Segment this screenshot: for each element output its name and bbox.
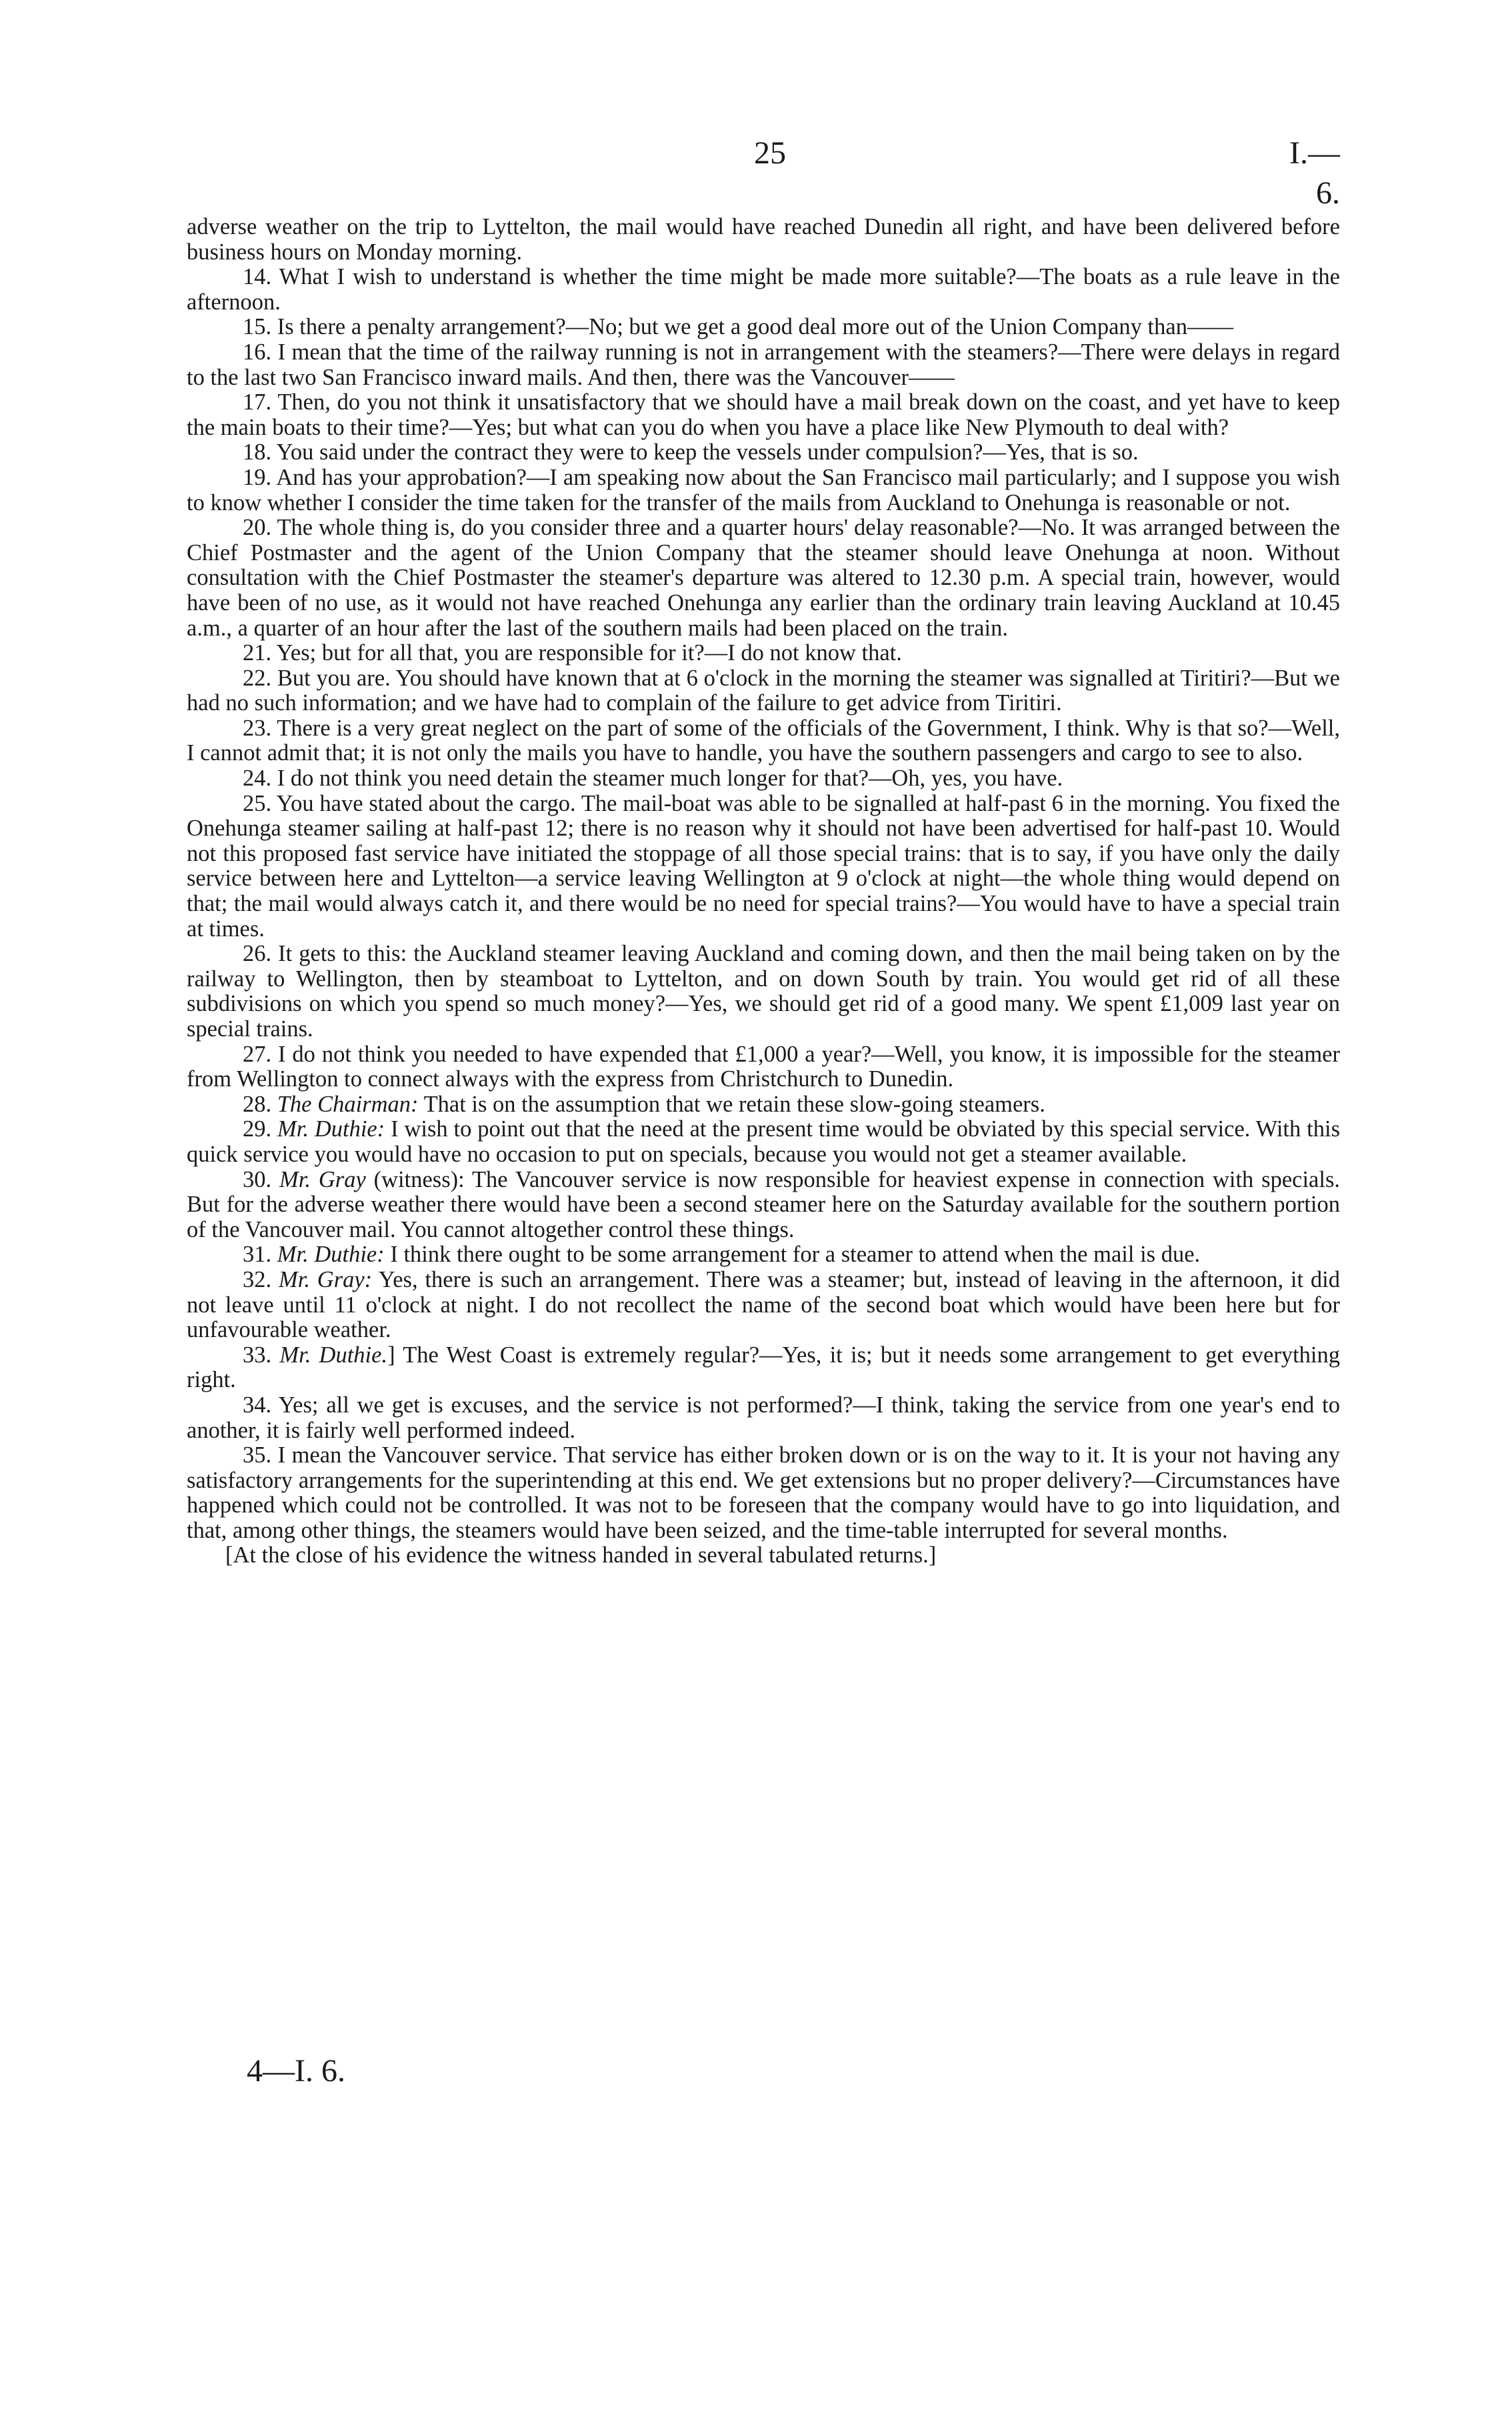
statement-text: Yes, there is such an arrangement. There was a steamer; but, instead of leaving in the afternoon, it did not leave until 11 o'clock at night. I do not recollect the name of the second boat which would have been here but for unfavourable weather. — [187, 1266, 1341, 1343]
speaker-name: Mr. Duthie: — [277, 1242, 385, 1268]
paragraph-number: 29. — [243, 1116, 277, 1142]
statement-30 — [187, 1168, 1340, 1243]
paragraph-number: 33. — [243, 1342, 280, 1368]
series-reference: I.—6. — [1289, 135, 1340, 211]
speaker-name: Mr. Duthie: — [277, 1116, 385, 1142]
question-15: 15. Is there a penalty arrangement?—No; but we get a good deal more out of the Union Company than—— — [243, 314, 1233, 340]
question-24: 24. I do not think you need detain the steamer much longer for that?—Oh, yes, you have. — [243, 766, 1063, 792]
question-19: 19. And has your approbation?—I am speaking now about the San Francisco mail particularly; and I suppose you wish to know whether I consider the time taken for the transfer of the mails from Auckland to Onehunga is reasonable or not. — [187, 464, 1340, 515]
statement-31 — [187, 1242, 1340, 1268]
statement-text: (witness): The Vancouver service is now responsible for heaviest expense in connection with specials. But for the adverse weather there would have been a second steamer here on the Saturday available for the southern portion of the Vancouver mail. You cannot altogether control these things. — [187, 1166, 1341, 1242]
statement-32 — [187, 1268, 1340, 1343]
paragraph-number: 32. — [243, 1266, 279, 1292]
question-27: 27. I do not think you needed to have expended that £1,000 a year?—Well, you know, it is impossible for the steamer from Wellington to connect always with the express from Christchurch to Dunedin. — [187, 1041, 1340, 1092]
statement-28 — [187, 1092, 1340, 1118]
question-17: 17. Then, do you not think it unsatisfactory that we should have a mail break down on the coast, and yet have to keep the main boats to their time?—Yes; but what can you do when you have a place like New Plymouth to deal with? — [187, 389, 1340, 440]
statement-29 — [187, 1117, 1340, 1167]
statement-text: I think there ought to be some arrangement for a steamer to attend when the mail is due. — [384, 1242, 1201, 1268]
signature-mark: 4—I. 6. — [247, 2053, 345, 2089]
statement-33 — [187, 1343, 1340, 1393]
question-23: 23. There is a very great neglect on the part of some of the officials of the Government, I think. Why is that so?—Well, I cannot admit that; it is not only the mails you have to handle, you have the southern passengers and cargo to see to also. — [187, 715, 1340, 766]
page-number: 25 — [754, 135, 786, 171]
question-21: 21. Yes; but for all that, you are responsible for it?—I do not know that. — [243, 640, 902, 666]
question-16: 16. I mean that the time of the railway running is not in arrangement with the steamers?—There were delays in regard to the last two San Francisco inward mails. And then, there was the Vancouver—— — [187, 339, 1340, 390]
question-20: 20. The whole thing is, do you consider three and a quarter hours' delay reasonable?—No. It was arranged between the Chief Postmaster and the agent of the Union Company that the steamer should leave Onehunga at noon. Without consultation with the Chief Postmaster the steamer's departure was altered to 12.30 p.m. A special train, however, would have been of no use, as it would not have reached Onehunga any earlier than the ordinary train leaving Auckland at 10.45 a.m., a quarter of an hour after the last of the southern mails had been placed on the train. — [187, 515, 1340, 641]
speaker-name: Mr. Gray — [279, 1166, 366, 1192]
statement-text: I wish to point out that the need at the present time would be obviated by this special service. With this quick service you would have no occasion to put on specials, because you would not get a steamer available. — [187, 1116, 1340, 1167]
question-18: 18. You said under the contract they were to keep the vessels under compulsion?—Yes, that is so. — [243, 439, 1139, 465]
speaker-name: The Chairman: — [277, 1091, 419, 1117]
paragraph-continuation: adverse weather on the trip to Lyttelton, the mail would have reached Dunedin all right, and have been delivered before business hours on Monday morning. — [187, 214, 1340, 265]
closing-note: [At the close of his evidence the witness handed in several tabulated returns.] — [225, 1542, 937, 1568]
question-14: 14. What I wish to understand is whether the time might be made more suitable?—The boats as a rule leave in the afternoon. — [187, 264, 1340, 315]
question-35: 35. I mean the Vancouver service. That service has either broken down or is on the way to it. It is your not having any satisfactory arrangements for the superintending at this end. We get extensions but no proper delivery?—Circumstances have happened which could not be controlled. It was not to be foreseen that the company would have to go into liquidation, and that, among other things, the steamers would have been seized, and the time-table interrupted for several months. — [187, 1442, 1340, 1543]
paragraph-number: 30. — [243, 1166, 280, 1192]
evidence-body — [187, 215, 1340, 1568]
statement-text: That is on the assumption that we retain these slow-going steamers. — [418, 1091, 1045, 1117]
speaker-name: Mr. Duthie. — [279, 1342, 388, 1368]
question-34: 34. Yes; all we get is excuses, and the service is not performed?—I think, taking the service from one year's end to another, it is fairly well performed indeed. — [187, 1392, 1340, 1443]
speaker-name: Mr. Gray: — [278, 1266, 373, 1292]
question-25: 25. You have stated about the cargo. The mail-boat was able to be signalled at half-past 6 in the morning. You fixed the Onehunga steamer sailing at half-past 12; there is no reason why it should not have been advertised for half-past 10. Would not this proposed fast service have initiated the stoppage of all those special trains: that is to say, if you have only the daily service between here and Lyttelton—a service leaving Wellington at 9 o'clock at night—the whole thing would depend on that; the mail would always catch it, and there would be no need for special trains?—You would have to have a special train at times. — [187, 790, 1340, 942]
question-26: 26. It gets to this: the Auckland steamer leaving Auckland and coming down, and then the mail being taken on by the railway to Wellington, then by steamboat to Lyttelton, and on down South by train. You would get rid of all these subdivisions on which you spend so much money?—Yes, we should get rid of a good many. We spent £1,009 last year on special trains. — [187, 941, 1340, 1042]
paragraph-number: 28. — [243, 1091, 277, 1117]
question-22: 22. But you are. You should have known that at 6 o'clock in the morning the steamer was signalled at Tiritiri?—But we had no such information; and we have had to complain of the failure to get advice from Tiritiri. — [187, 665, 1340, 716]
statement-text: ] The West Coast is extremely regular?—Yes, it is; but it needs some arrangement to get everything right. — [187, 1342, 1340, 1393]
paragraph-number: 31. — [243, 1242, 277, 1268]
